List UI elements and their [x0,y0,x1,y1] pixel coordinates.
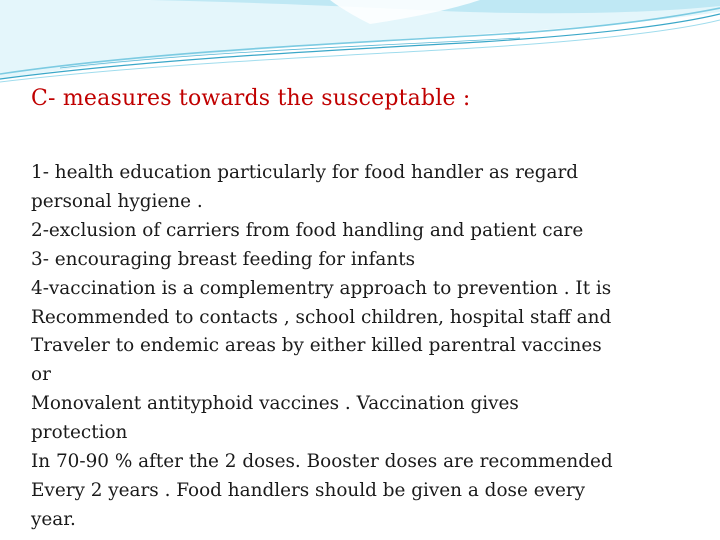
body-line: Monovalent antityphoid vaccines . Vaccination gives [31,393,519,415]
body-line: or [31,364,51,386]
body-text [31,159,691,535]
body-line: Traveler to endemic areas by either killed parentral vaccines [31,335,602,357]
body-line: Recommended to contacts , school children, hospital staff and [31,306,612,328]
body-line: 1- health education particularly for food handler as regard [31,162,579,183]
header-wave-decoration [0,0,720,90]
body-line: personal hygiene . [31,190,203,212]
body-line: 2-exclusion of carriers from food handling and patient care [31,219,584,241]
body-line: 4-vaccination is a complementry approach to prevention . It is [31,277,612,299]
body-line: 3- encouraging breast feeding for infants [31,248,416,270]
body-line: In 70-90 % after the 2 doses. Booster doses are recommended [31,451,613,473]
body-line: Every 2 years . Food handlers should be given a dose every [31,479,586,501]
body-line: year. [31,508,76,530]
body-line: protection [31,422,128,444]
slide-title: C- measures towards the susceptable : [31,86,471,111]
